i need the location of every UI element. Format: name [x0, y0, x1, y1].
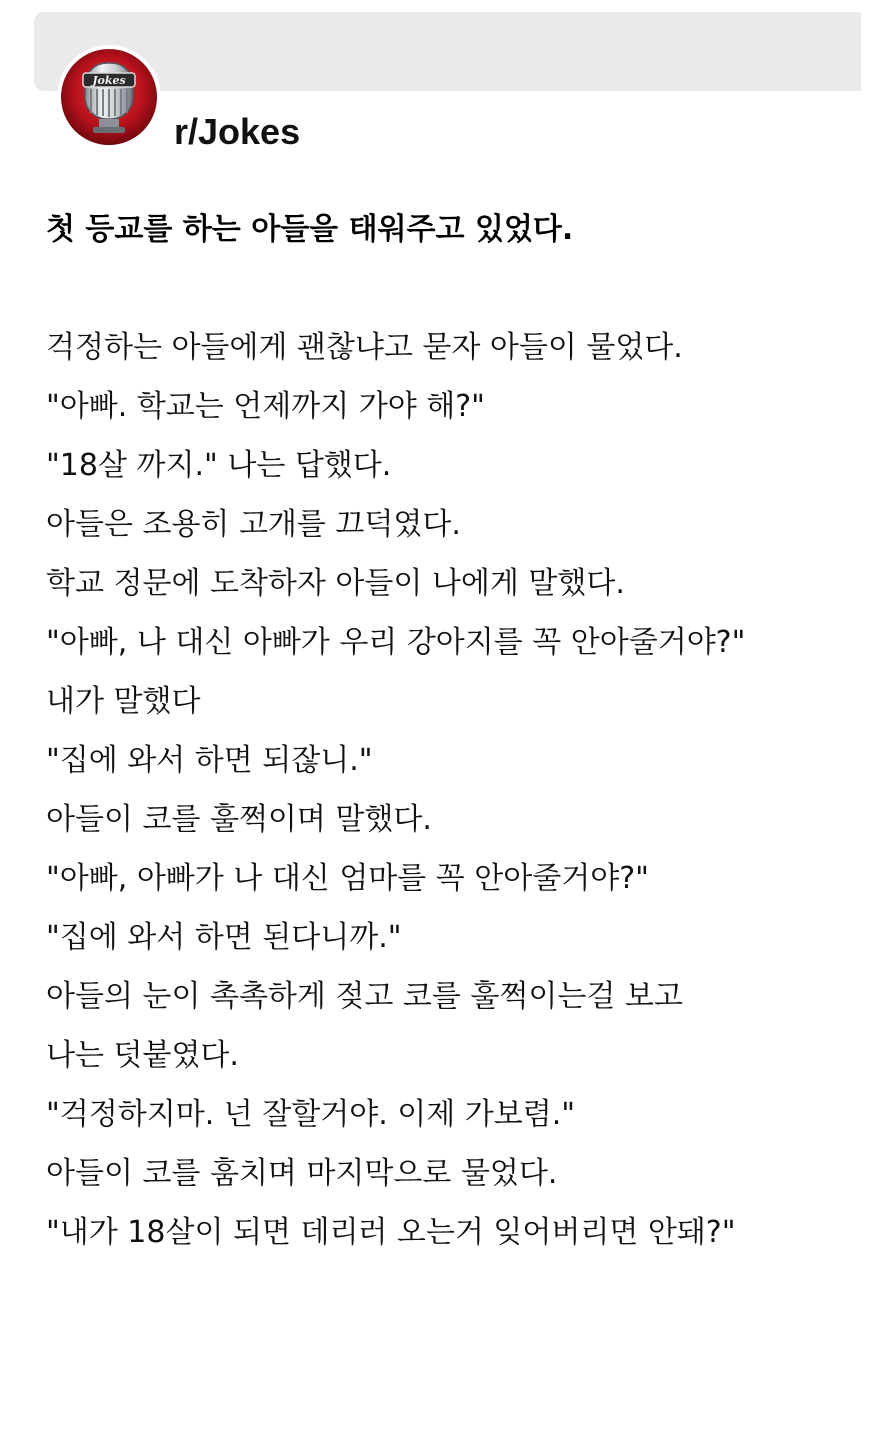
subreddit-name[interactable]: r/Jokes	[174, 111, 301, 152]
post-title: 첫 등교를 하는 아들을 태워주고 있었다.	[46, 212, 574, 247]
post-body-line: "18살 까지." 나는 답했다.	[46, 448, 392, 483]
post-body-line: 아들은 조용히 고개를 끄덕였다.	[46, 507, 461, 542]
post-body-line: "내가 18살이 되면 데리러 오는거 잊어버리면 안돼?"	[46, 1215, 736, 1250]
post-body-line: 걱정하는 아들에게 괜찮냐고 묻자 아들이 물었다.	[46, 330, 683, 365]
post-body-line: 아들이 코를 훔치며 마지막으로 물었다.	[46, 1156, 558, 1191]
post-body-line: "아빠, 나 대신 아빠가 우리 강아지를 꼭 안아줄거야?"	[46, 625, 746, 660]
post-body-line: "집에 와서 하면 되잖니."	[46, 743, 373, 778]
post-body	[46, 318, 886, 1262]
post-body-line: 학교 정문에 도착하자 아들이 나에게 말했다.	[46, 566, 625, 601]
post-body-line: 내가 말했다	[46, 684, 201, 719]
post-body-line: "걱정하지마. 넌 잘할거야. 이제 가보렴."	[46, 1097, 576, 1132]
post-body-line: 아들이 코를 훌쩍이며 말했다.	[46, 802, 432, 837]
subreddit-avatar[interactable]	[57, 45, 161, 149]
jokes-microphone-icon	[61, 49, 157, 145]
post-body-line: "아빠, 아빠가 나 대신 엄마를 꼭 안아줄거야?"	[46, 861, 649, 896]
post-body-line: "아빠. 학교는 언제까지 가야 해?"	[46, 389, 485, 424]
post-body-line: 아들의 눈이 촉촉하게 젖고 코를 훌쩍이는걸 보고	[46, 979, 683, 1014]
icon-wordmark: Jokes	[92, 74, 126, 87]
post-body-line: "집에 와서 하면 된다니까."	[46, 920, 402, 955]
post-body-line: 나는 덧붙였다.	[46, 1038, 239, 1073]
